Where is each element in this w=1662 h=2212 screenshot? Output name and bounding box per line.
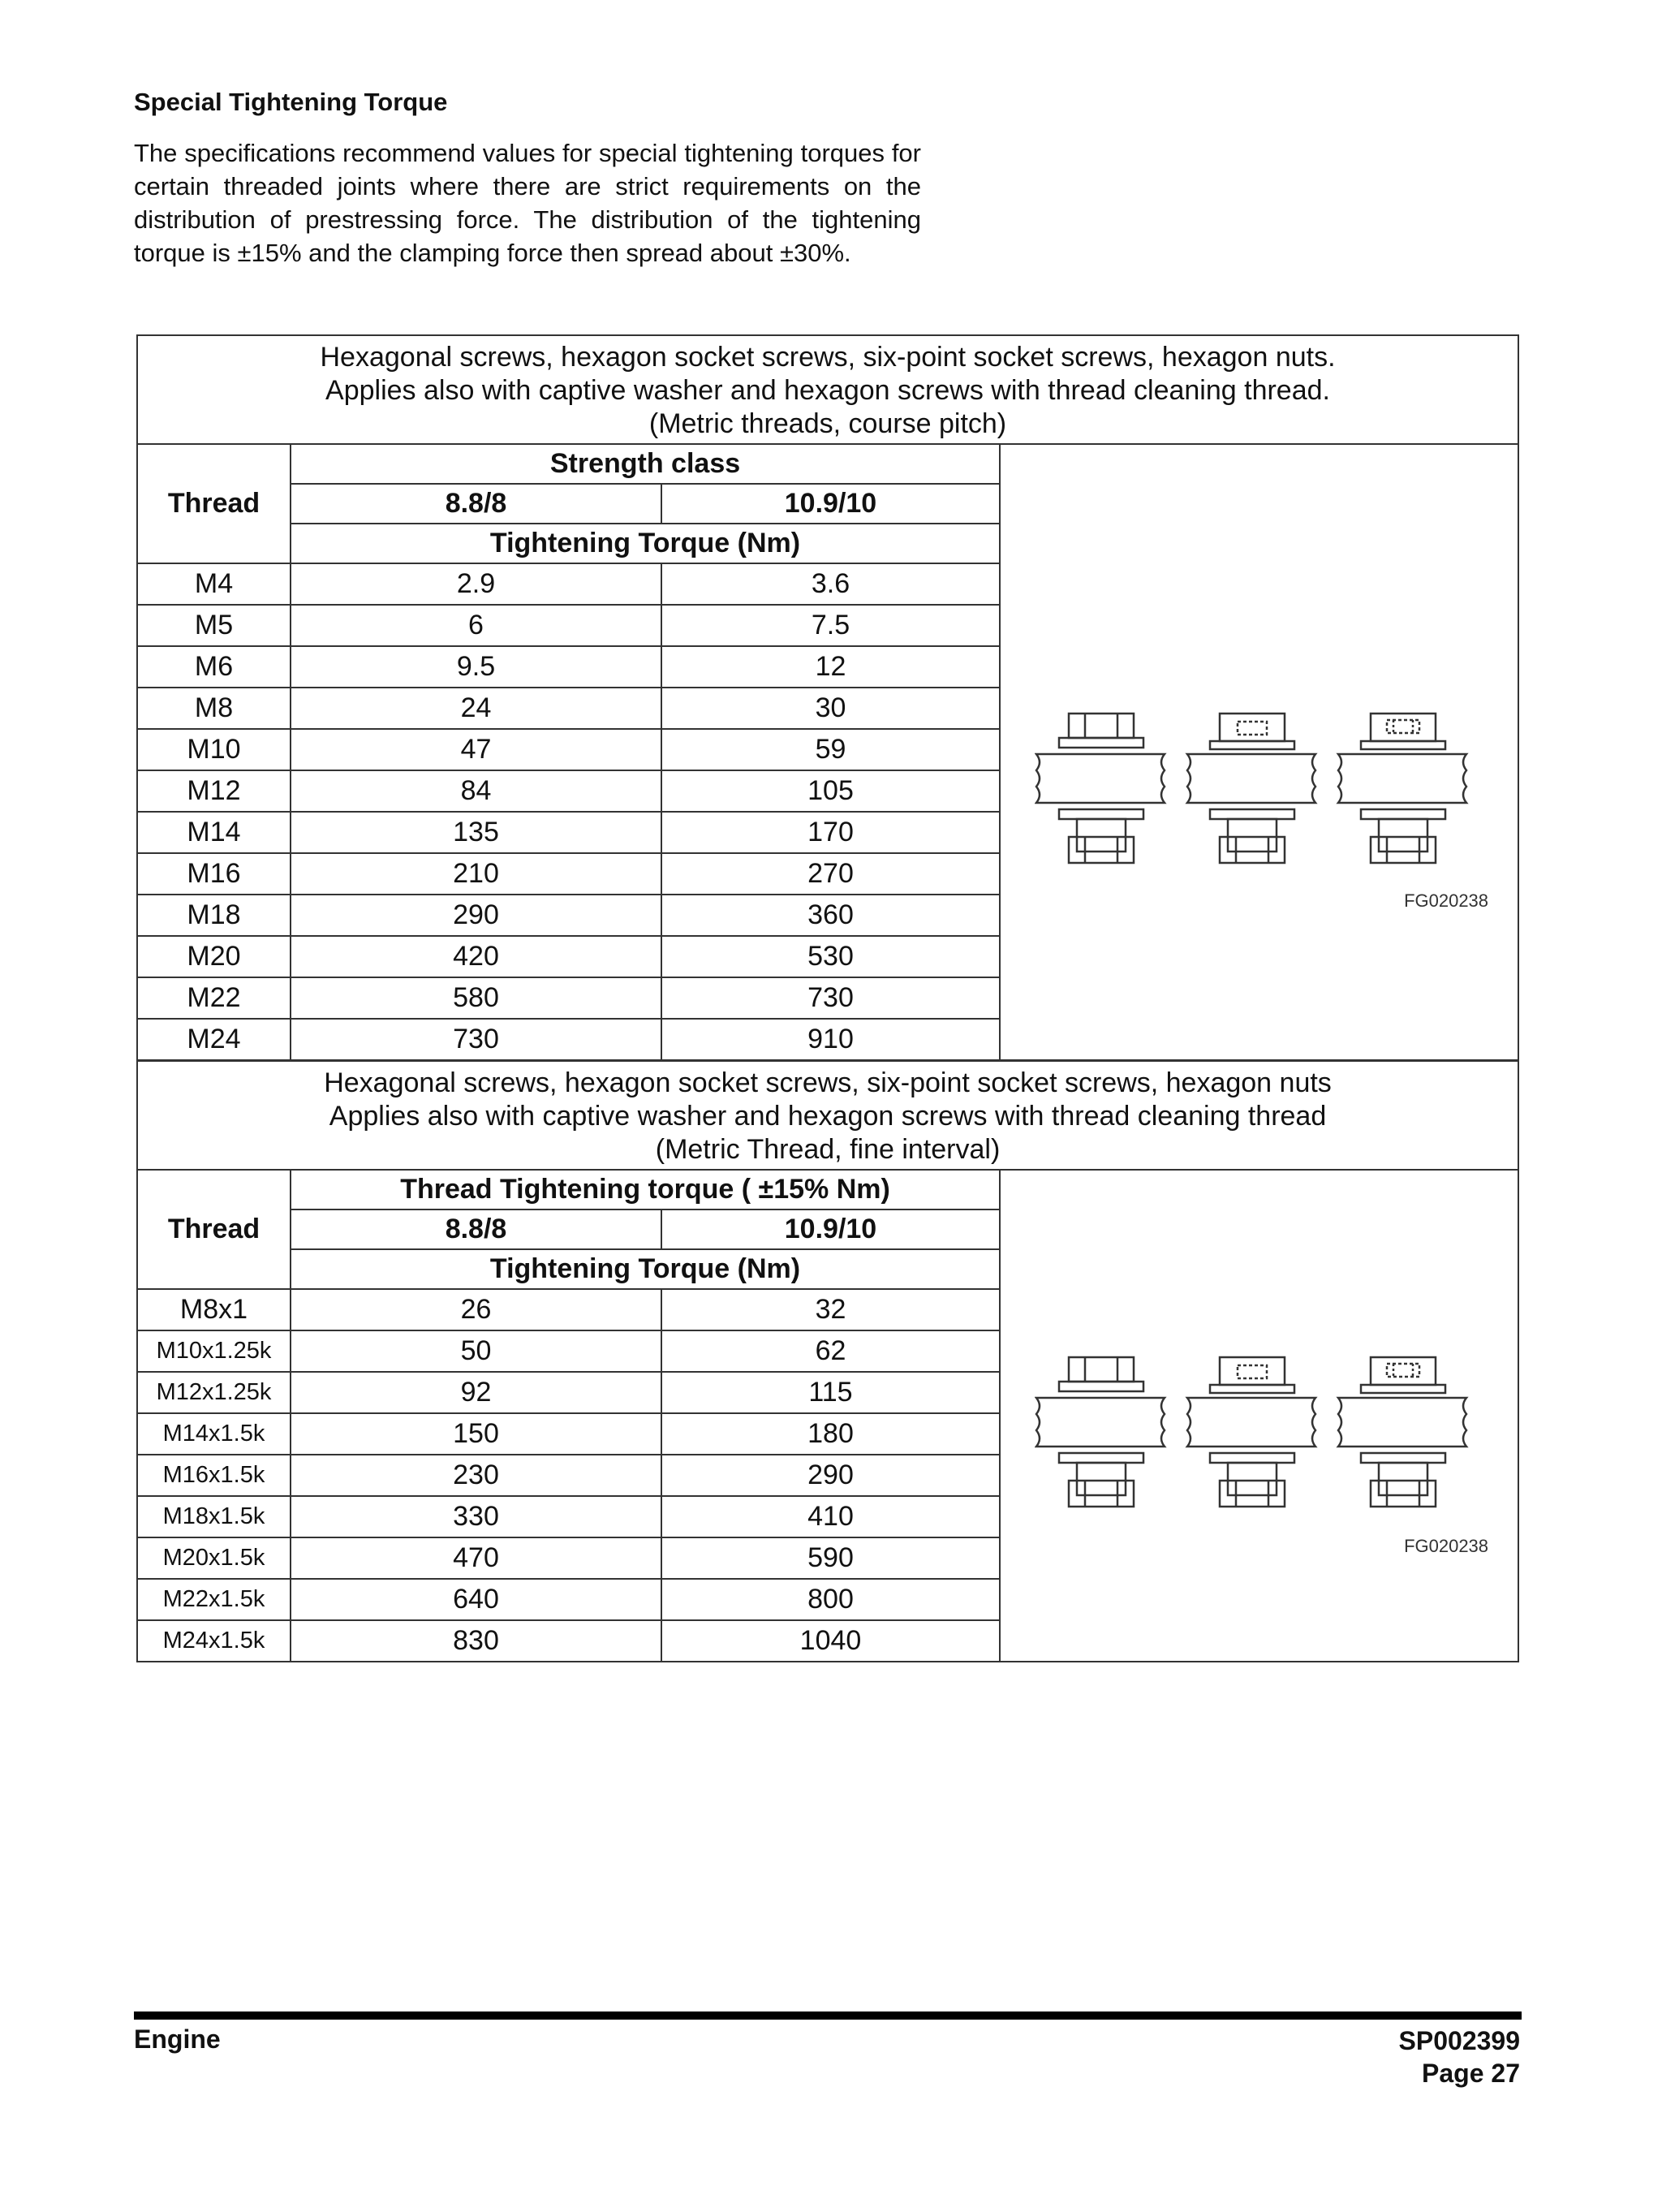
thread-cell: M24x1.5k [137, 1620, 291, 1662]
hexagon-socket-screw-icon [1187, 1357, 1315, 1507]
table-title-line: Hexagonal screws, hexagon socket screws, six-point socket screws, hexagon nuts [324, 1067, 1332, 1098]
torque-8-8-cell: 26 [291, 1289, 661, 1330]
thread-cell: M6 [137, 646, 291, 688]
torque-10-9-cell: 180 [661, 1413, 1000, 1455]
thread-cell: M20x1.5k [137, 1537, 291, 1579]
torque-8-8-cell: 92 [291, 1372, 661, 1413]
coarse-thread-table-body [137, 335, 1518, 1060]
table-title-line: Applies also with captive washer and hexagon screws with thread cleaning thread. [325, 374, 1330, 406]
torque-10-9-cell: 170 [661, 812, 1000, 853]
torque-8-8-cell: 330 [291, 1496, 661, 1537]
table-title [137, 335, 1518, 444]
thread-cell: M8x1 [137, 1289, 291, 1330]
torque-8-8-cell: 830 [291, 1620, 661, 1662]
thread-cell: M18x1.5k [137, 1496, 291, 1537]
torque-10-9-cell: 115 [661, 1372, 1000, 1413]
torque-8-8-cell: 290 [291, 895, 661, 936]
thread-cell: M14 [137, 812, 291, 853]
thread-cell: M14x1.5k [137, 1413, 291, 1455]
strength-10-9-header: 10.9/10 [661, 1209, 1000, 1249]
torque-8-8-cell: 9.5 [291, 646, 661, 688]
bolt-figure-cell [1000, 1170, 1518, 1662]
torque-10-9-cell: 30 [661, 688, 1000, 729]
torque-8-8-cell: 730 [291, 1019, 661, 1060]
bolt-illustrations [1035, 1171, 1489, 1661]
footer-doc-info [1399, 2024, 1520, 2089]
torque-8-8-cell: 150 [291, 1413, 661, 1455]
thread-cell: M22x1.5k [137, 1579, 291, 1620]
coarse-thread-torque-table [136, 334, 1519, 1061]
torque-8-8-cell: 47 [291, 729, 661, 770]
figure-wrap [1001, 446, 1518, 1059]
strength-class-header: Strength class [291, 444, 1000, 484]
thread-cell: M24 [137, 1019, 291, 1060]
fine-thread-table-body [137, 1061, 1518, 1662]
torque-8-8-cell: 230 [291, 1455, 661, 1496]
figure-code: FG020238 [1404, 1536, 1489, 1556]
thread-cell: M12x1.25k [137, 1372, 291, 1413]
hexagon-socket-screw-icon [1187, 714, 1315, 863]
thread-cell: M4 [137, 563, 291, 605]
thread-cell: M10x1.25k [137, 1330, 291, 1372]
thread-column-header: Thread [137, 1170, 291, 1289]
torque-10-9-cell: 800 [661, 1579, 1000, 1620]
torque-10-9-cell: 3.6 [661, 563, 1000, 605]
torque-8-8-cell: 210 [291, 853, 661, 895]
torque-8-8-cell: 470 [291, 1537, 661, 1579]
table-title-line: (Metric Thread, fine interval) [655, 1133, 1001, 1165]
torque-8-8-cell: 24 [291, 688, 661, 729]
thread-cell: M16x1.5k [137, 1455, 291, 1496]
torque-8-8-cell: 50 [291, 1330, 661, 1372]
strength-10-9-header: 10.9/10 [661, 484, 1000, 524]
footer-section-name: Engine [134, 2024, 221, 2054]
intro-paragraph: The specifications recommend values for special tightening torques for certain threaded joints where there are strict requirements on the distribution of prestressing force. The distribution of the tightening torque is ±15% and the clamping force then spread about ±30%. [134, 139, 921, 267]
figure-wrap [1001, 1171, 1518, 1661]
torque-10-9-cell: 7.5 [661, 605, 1000, 646]
tightening-torque-group-header: Thread Tightening torque ( ±15% Nm) [291, 1170, 1000, 1209]
torque-8-8-cell: 420 [291, 936, 661, 977]
torque-10-9-cell: 910 [661, 1019, 1000, 1060]
table-title [137, 1061, 1518, 1170]
torque-8-8-cell: 135 [291, 812, 661, 853]
thread-cell: M18 [137, 895, 291, 936]
torque-10-9-cell: 105 [661, 770, 1000, 812]
thread-column-header: Thread [137, 444, 291, 563]
torque-unit-header: Tightening Torque (Nm) [291, 524, 1000, 563]
torque-8-8-cell: 580 [291, 977, 661, 1019]
fine-thread-torque-table [136, 1060, 1519, 1662]
torque-10-9-cell: 410 [661, 1496, 1000, 1537]
torque-8-8-cell: 640 [291, 1579, 661, 1620]
torque-8-8-cell: 2.9 [291, 563, 661, 605]
thread-cell: M5 [137, 605, 291, 646]
figure-code: FG020238 [1404, 890, 1489, 911]
footer-page-number: Page 27 [1422, 2059, 1520, 2088]
table-title-line: (Metric threads, course pitch) [648, 407, 1007, 439]
torque-10-9-cell: 270 [661, 853, 1000, 895]
torque-10-9-cell: 59 [661, 729, 1000, 770]
torque-10-9-cell: 1040 [661, 1620, 1000, 1662]
torque-10-9-cell: 62 [661, 1330, 1000, 1372]
hexagon-bolt-icon [1036, 1357, 1165, 1507]
footer-doc-id: SP002399 [1398, 2026, 1520, 2055]
thread-cell: M22 [137, 977, 291, 1019]
page-title: Special Tightening Torque [134, 88, 448, 116]
torque-10-9-cell: 530 [661, 936, 1000, 977]
thread-cell: M16 [137, 853, 291, 895]
strength-8-8-header: 8.8/8 [291, 484, 661, 524]
table-title-line: Applies also with captive washer and hexagon screws with thread cleaning thread [329, 1100, 1327, 1132]
thread-cell: M20 [137, 936, 291, 977]
bolt-figure-cell [1000, 444, 1518, 1060]
torque-10-9-cell: 730 [661, 977, 1000, 1019]
table-title-line: Hexagonal screws, hexagon socket screws, six-point socket screws, hexagon nuts. [320, 341, 1336, 373]
torque-10-9-cell: 32 [661, 1289, 1000, 1330]
torque-10-9-cell: 290 [661, 1455, 1000, 1496]
footer-rule [134, 2011, 1522, 2020]
torque-unit-header: Tightening Torque (Nm) [291, 1249, 1000, 1289]
bolt-illustrations [1035, 446, 1489, 1059]
torque-8-8-cell: 84 [291, 770, 661, 812]
six-point-socket-screw-icon [1338, 714, 1466, 863]
torque-10-9-cell: 360 [661, 895, 1000, 936]
hexagon-bolt-icon [1036, 714, 1165, 863]
thread-cell: M8 [137, 688, 291, 729]
torque-10-9-cell: 12 [661, 646, 1000, 688]
thread-cell: M10 [137, 729, 291, 770]
six-point-socket-screw-icon [1338, 1357, 1466, 1507]
strength-8-8-header: 8.8/8 [291, 1209, 661, 1249]
torque-8-8-cell: 6 [291, 605, 661, 646]
thread-cell: M12 [137, 770, 291, 812]
torque-10-9-cell: 590 [661, 1537, 1000, 1579]
